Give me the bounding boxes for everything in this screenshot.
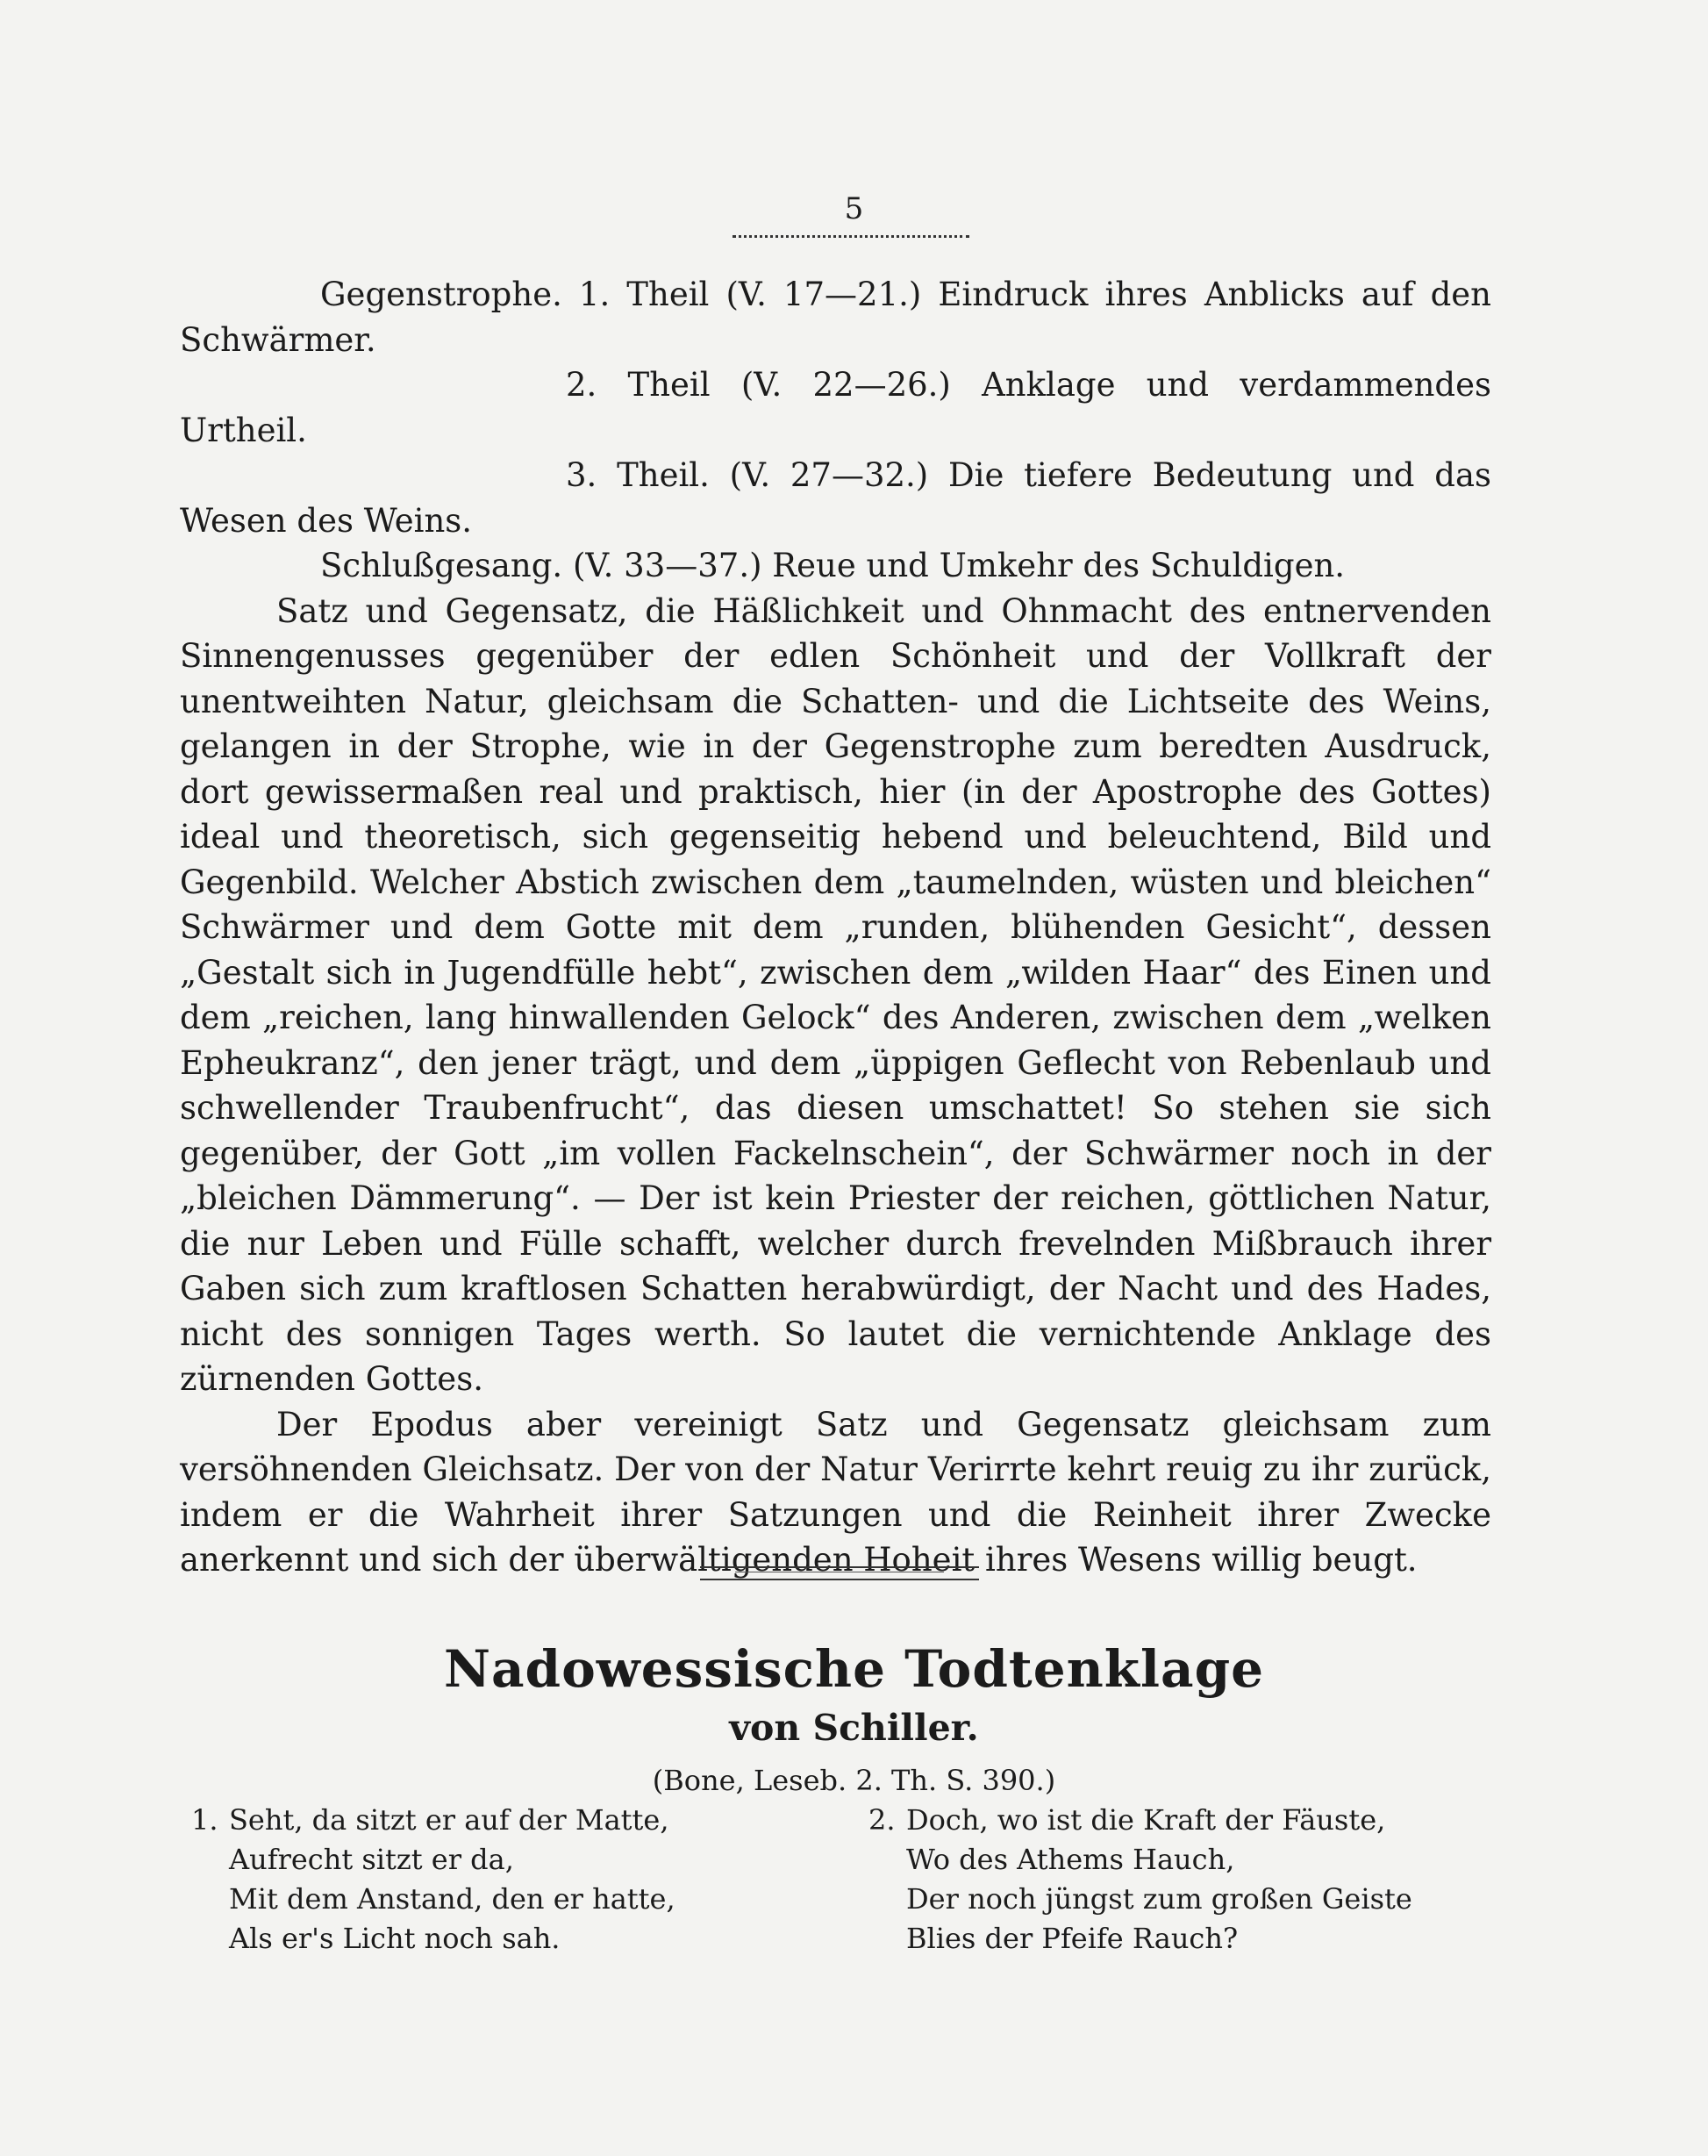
stanza-1 <box>191 1801 675 1959</box>
stanza-line <box>868 1801 1412 1840</box>
paragraph-satz-gegensatz: Satz und Gegensatz, die Häßlichkeit und Ohnmacht des entnervenden Sinnengenusses gegenüber der edlen Schönheit und der Vollkraft der unentweihten Natur, gleichsam die Schatten- und die Lichtseite des Weins, gelangen in der Strophe, wie in der Gegenstrophe zum beredten Ausdruck, dort gewissermaßen real und praktisch, hier (in der Apostrophe des Gottes) ideal und theoretisch, sich gegenseitig hebend und beleuchtend, Bild und Gegenbild. Welcher Abstich zwischen dem „taumelnden, wüsten und bleichen“ Schwärmer und dem Gotte mit dem „runden, blühenden Gesicht“, dessen „Gestalt sich in Jugendfülle hebt“, zwischen dem „wilden Haar“ des Einen und dem „reichen, lang hinwallenden Gelock“ des Anderen, zwischen dem „welken Epheukranz“, den jener trägt, und dem „üppigen Geflecht von Rebenlaub und schwellender Traubenfrucht“, das diesen umschattet! So stehen sie sich gegenüber, der Gott „im vollen Fackelnschein“, der Schwärmer noch in der „bleichen Dämmerung“. — Der ist kein Priester der reichen, göttlichen Natur, die nur Leben und Fülle schafft, welcher durch frevelnden Mißbrauch ihrer Gaben sich zum kraftlosen Schatten herabwürdigt, der Nacht und des Hades, nicht des sonnigen Tages werth. So lautet die vernichtende Anklage des zürnenden Gottes. <box>180 591 1491 1398</box>
stanza-number: 1. <box>191 1803 218 1837</box>
stanza-line: Aufrecht sitzt er da, <box>229 1843 514 1876</box>
stanza-2 <box>868 1801 1412 1959</box>
poem-author: von Schiller. <box>729 1707 979 1749</box>
stanza-line: Als er's Licht noch sah. <box>229 1922 561 1955</box>
verse-text: Seht, da sitzt er auf der Matte, <box>229 1803 669 1837</box>
stanza-line: Wo des Athems Hauch, <box>906 1843 1235 1876</box>
body-text <box>180 272 1491 1583</box>
stanza-number: 2. <box>868 1803 896 1837</box>
stanza-line: Blies der Pfeife Rauch? <box>906 1922 1239 1955</box>
poem-title: Nadowessische Todtenklage <box>443 1639 1265 1699</box>
verse-text: Doch, wo ist die Kraft der Fäuste, <box>906 1803 1386 1837</box>
paragraph-schlussgesang: Schlußgesang. (V. 33—37.) Reue und Umkehr des Schuldigen. <box>320 547 1346 584</box>
paragraph-gegenstrophe-part3: 3. Theil. (V. 27—32.) Die tiefere Bedeutung und das Wesen des Weins. <box>180 456 1491 540</box>
stanza-line: Mit dem Anstand, den er hatte, <box>229 1882 675 1916</box>
section-separator <box>700 1566 979 1580</box>
paragraph-gegenstrophe-part1: Gegenstrophe. 1. Theil (V. 17—21.) Eindruck ihres Anblicks auf den Schwärmer. <box>180 276 1491 359</box>
stanza-line: Der noch jüngst zum großen Geiste <box>906 1882 1412 1916</box>
page-number: 5 <box>844 191 864 226</box>
paragraph-gegenstrophe-part2: 2. Theil (V. 22—26.) Anklage und verdammendes Urtheil. <box>180 366 1491 449</box>
dotted-rule <box>733 235 969 238</box>
paragraph-epodus: Der Epodus aber vereinigt Satz und Gegensatz gleichsam zum versöhnenden Gleichsatz. Der von der Natur Verirrte kehrt reuig zu ihr zurück, indem er die Wahrheit ihrer Satzungen und die Reinheit ihrer Zwecke anerkennt und sich der überwältigenden Hoheit ihres Wesens willig beugt. <box>180 1405 1491 1579</box>
poem-source: (Bone, Leseb. 2. Th. S. 390.) <box>652 1764 1056 1797</box>
stanza-line <box>191 1801 675 1840</box>
